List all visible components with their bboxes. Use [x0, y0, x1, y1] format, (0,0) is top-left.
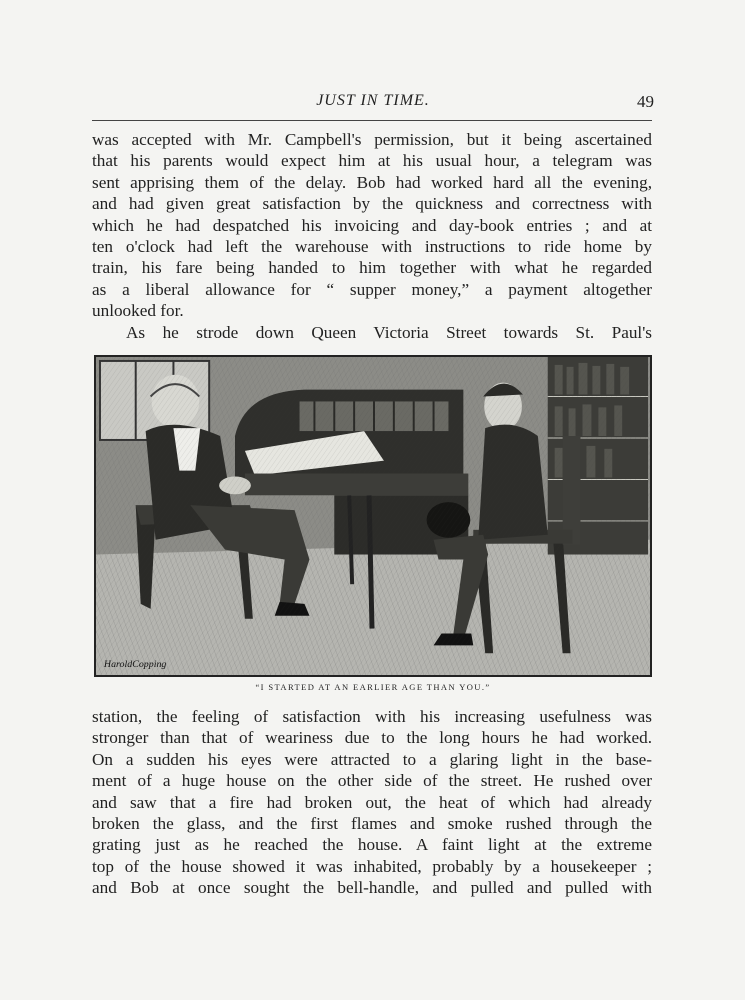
body-text-top	[92, 129, 652, 343]
text-line: grating just as he reached the house. A faint light at the extreme	[92, 835, 652, 855]
text-line: sent apprising them of the delay. Bob had worked hard all the evening,	[92, 172, 652, 192]
text-line: that his parents would expect him at his usual hour, a telegram was	[92, 151, 652, 171]
illustration-drawing	[96, 357, 650, 675]
page-number: 49	[637, 92, 654, 111]
paragraph	[92, 129, 652, 322]
text-line: ment of a huge house on the other side of the street. He rushed over	[92, 771, 652, 791]
text-line: and saw that a fire had broken out, the heat of which had already	[92, 792, 652, 812]
text-line: stronger than that of weariness due to the long hours he had worked.	[92, 728, 652, 748]
engraving-illustration	[94, 355, 652, 677]
header-rule	[92, 120, 652, 121]
running-header	[92, 92, 654, 116]
text-line: and had given great satisfaction by the quickness and correctness with	[92, 194, 652, 214]
text-line: train, his fare being handed to him together with what he regarded	[92, 258, 652, 278]
artist-signature: HaroldCopping	[103, 659, 167, 671]
paragraph	[92, 322, 652, 343]
text-line: top of the house showed it was inhabited, probably by a housekeeper ;	[92, 856, 652, 876]
text-line: On a sudden his eyes were attracted to a glaring light in the base-	[92, 749, 652, 769]
text-line: was accepted with Mr. Campbell's permission, but it being ascertained	[92, 130, 652, 149]
illustration-caption: “I STARTED AT AN EARLIER AGE THAN YOU.”	[255, 682, 491, 692]
text-line: station, the feeling of satisfaction with his increasing usefulness was	[92, 707, 652, 726]
text-line: as a liberal allowance for “ supper money,” a payment altogether	[92, 279, 652, 299]
paragraph	[92, 706, 652, 899]
text-line: As he strode down Queen Victoria Street towards St. Paul's	[126, 322, 652, 342]
text-line: unlooked for.	[92, 301, 184, 321]
body-text-bottom	[92, 706, 652, 899]
text-line: ten o'clock had left the warehouse with instructions to ride home by	[92, 237, 652, 257]
running-title: JUST IN TIME.	[316, 92, 430, 109]
text-line: and Bob at once sought the bell-handle, and pulled and pulled with	[92, 878, 652, 898]
text-line: broken the glass, and the first flames and smoke rushed through the	[92, 814, 652, 834]
text-line: which he had despatched his invoicing and day-book entries ; and at	[92, 215, 652, 235]
